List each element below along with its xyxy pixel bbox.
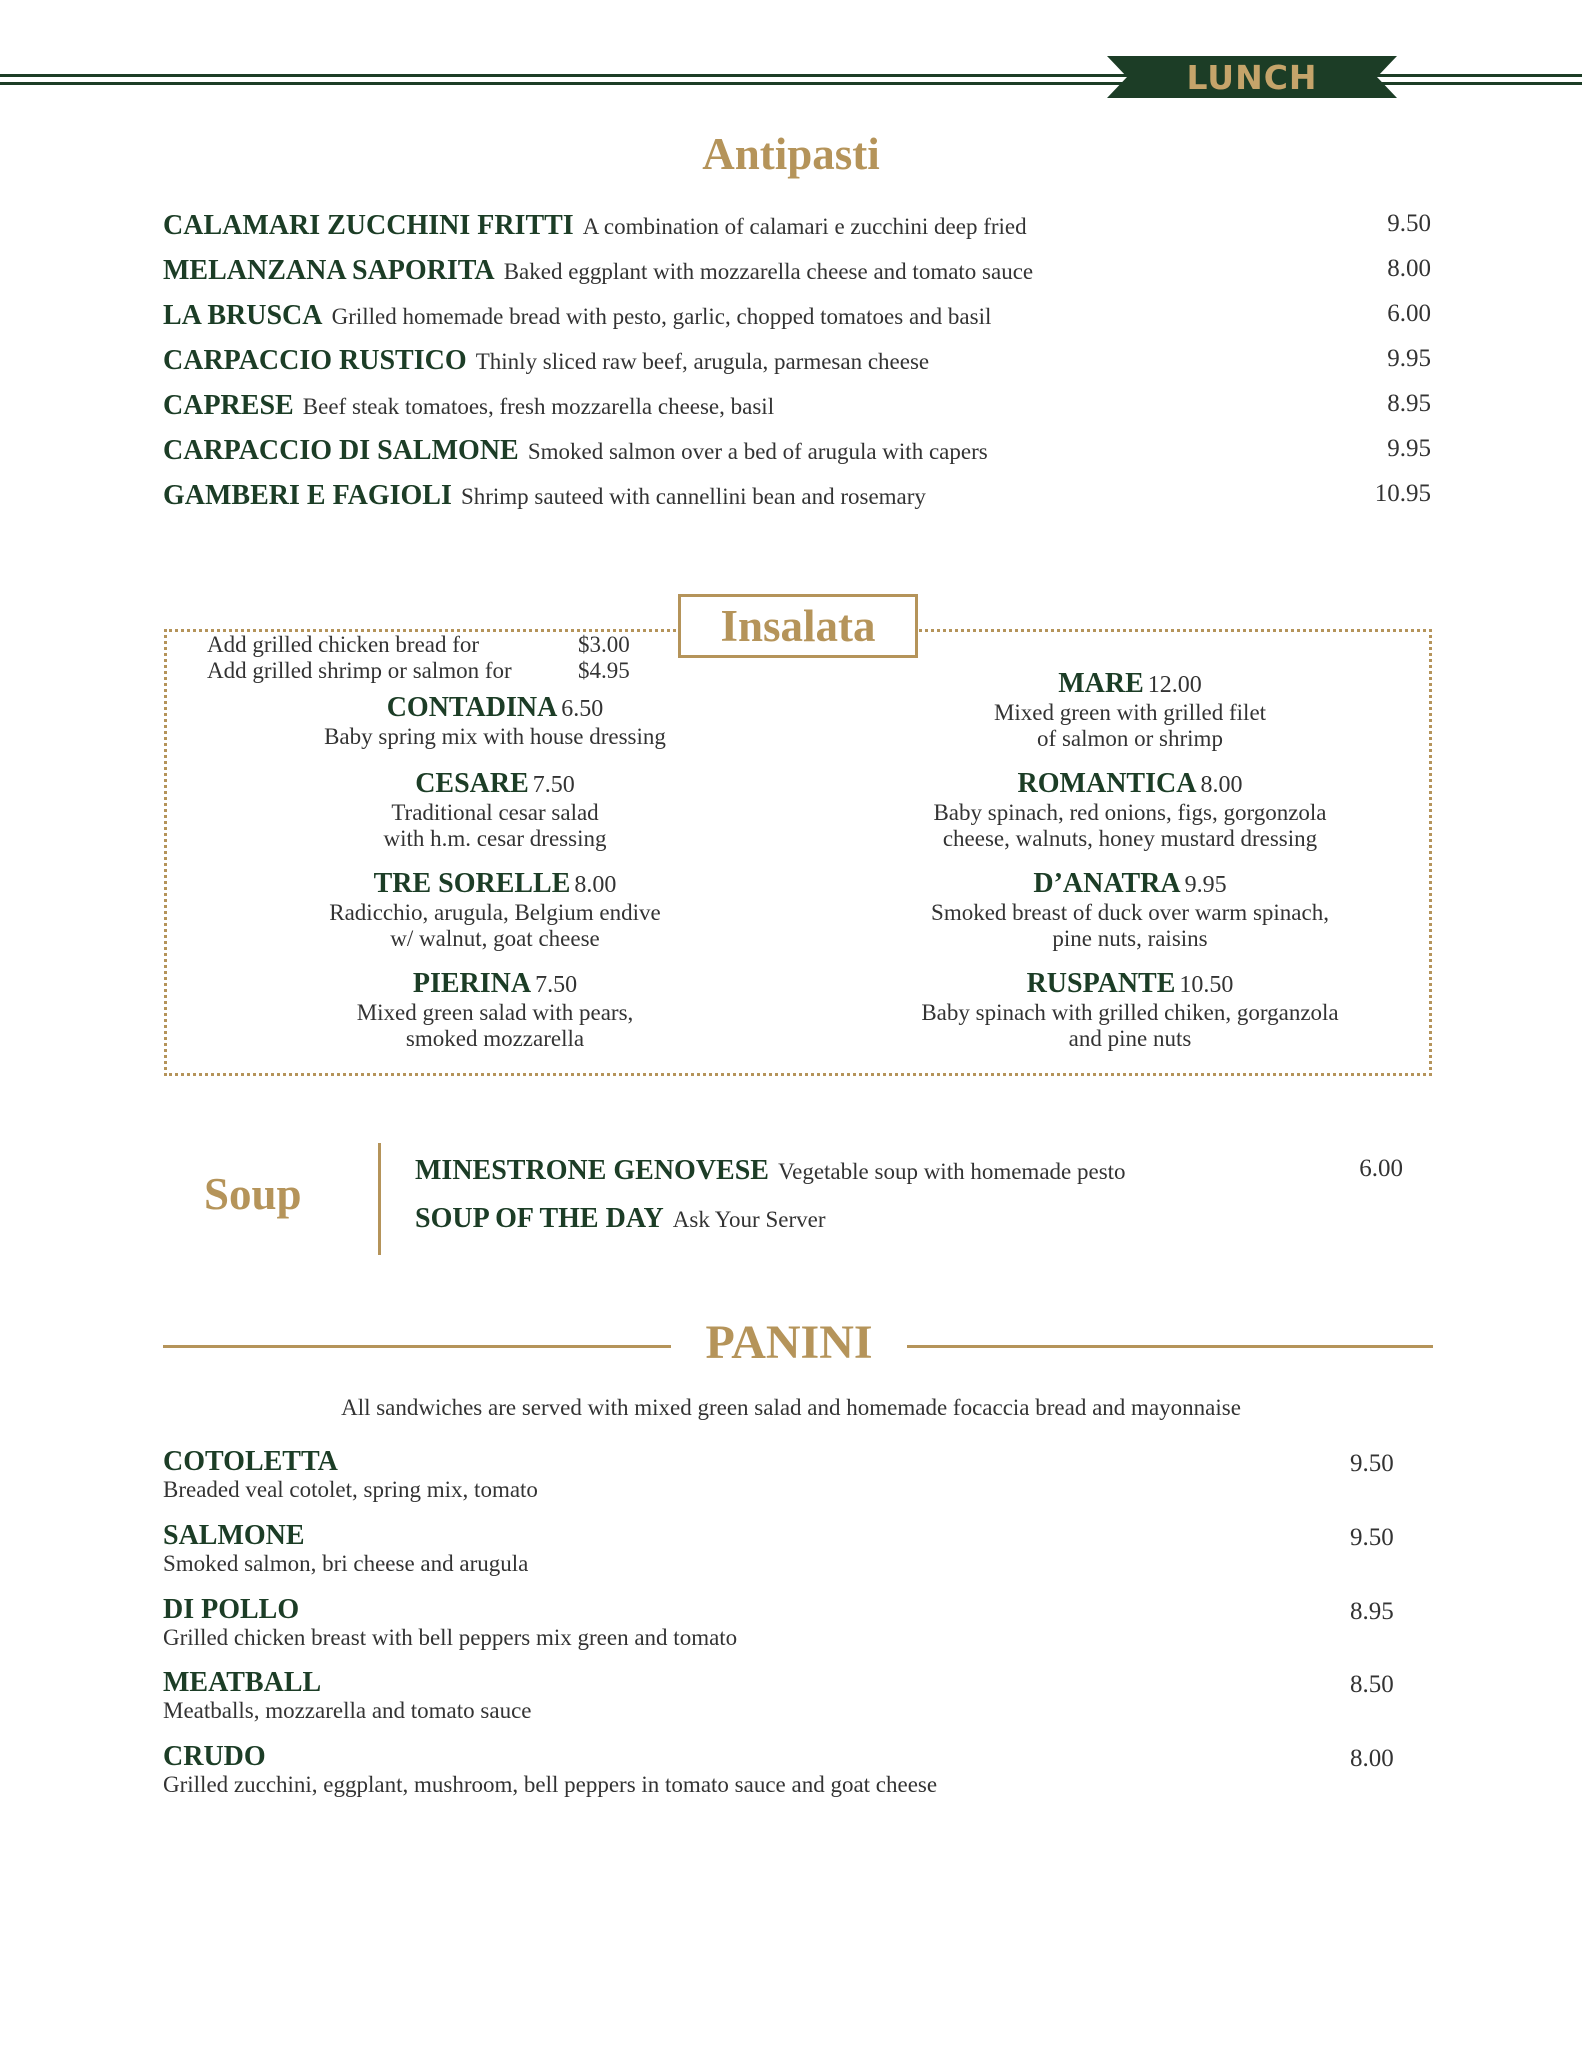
list-item bbox=[163, 345, 1431, 385]
soup-divider bbox=[378, 1143, 381, 1255]
item-price: 9.95 bbox=[1387, 435, 1431, 462]
list-item bbox=[163, 1521, 528, 1577]
salad-item bbox=[880, 768, 1380, 852]
salad-item bbox=[250, 768, 740, 852]
salad-desc: Mixed green salad with pears, bbox=[356, 1000, 634, 1025]
salad-desc: cheese, walnuts, honey mustard dressing bbox=[942, 826, 1318, 851]
salad-desc: Baby spinach, red onions, figs, gorgonzola bbox=[933, 800, 1327, 825]
item-name: GAMBERI E FAGIOLI bbox=[163, 480, 452, 511]
list-item bbox=[415, 1203, 1415, 1235]
addon-chicken-price: $3.00 bbox=[578, 632, 630, 657]
salad-price: 8.00 bbox=[1200, 772, 1243, 798]
item-price: 6.00 bbox=[1387, 300, 1431, 327]
salad-desc: smoked mozzarella bbox=[405, 1026, 585, 1051]
salad-item bbox=[250, 868, 740, 952]
list-item bbox=[163, 210, 1431, 250]
addon-seafood-price: $4.95 bbox=[578, 658, 630, 683]
item-desc: Smoked salmon, bri cheese and arugula bbox=[163, 1551, 529, 1576]
salad-name: TRE SORELLE bbox=[373, 868, 571, 899]
salad-desc: Baby spring mix with house dressing bbox=[324, 724, 666, 749]
salad-price: 7.50 bbox=[532, 772, 575, 798]
salad-desc: Mixed green with grilled filet bbox=[993, 700, 1267, 725]
addon-seafood-label: Add grilled shrimp or salmon for bbox=[207, 658, 512, 683]
item-name: SALMONE bbox=[163, 1520, 305, 1551]
salad-name: ROMANTICA bbox=[1017, 768, 1197, 799]
item-price: 8.00 bbox=[1387, 255, 1431, 282]
salad-name: CONTADINA bbox=[386, 692, 558, 723]
salad-desc: with h.m. cesar dressing bbox=[383, 826, 607, 851]
item-price: 6.00 bbox=[1359, 1155, 1403, 1182]
salad-desc: Radicchio, arugula, Belgium endive bbox=[329, 900, 661, 925]
list-item bbox=[415, 1155, 1415, 1187]
item-name: CAPRESE bbox=[163, 390, 294, 421]
panini-rule-left bbox=[163, 1345, 671, 1348]
salad-item bbox=[250, 692, 740, 750]
salad-price: 9.95 bbox=[1184, 872, 1227, 898]
salad-item bbox=[880, 668, 1380, 752]
item-desc: Ask Your Server bbox=[672, 1207, 826, 1232]
item-name: MINESTRONE GENOVESE bbox=[415, 1155, 769, 1186]
salad-desc: pine nuts, raisins bbox=[1052, 926, 1208, 951]
salad-name: D’ANATRA bbox=[1033, 868, 1181, 899]
item-price: 8.95 bbox=[1387, 390, 1431, 417]
panini-rule-right bbox=[907, 1345, 1433, 1348]
item-name: LA BRUSCA bbox=[163, 300, 323, 331]
salad-name: MARE bbox=[1058, 668, 1144, 699]
salad-desc: and pine nuts bbox=[1068, 1026, 1192, 1051]
item-price: 9.50 bbox=[1350, 1524, 1394, 1551]
item-desc: Grilled chicken breast with bell peppers mix green and tomato bbox=[163, 1625, 738, 1650]
item-price: 10.95 bbox=[1374, 480, 1431, 507]
item-name: COTOLETTA bbox=[163, 1446, 338, 1477]
salad-price: 7.50 bbox=[535, 972, 578, 998]
salad-desc: Smoked breast of duck over warm spinach, bbox=[931, 900, 1329, 925]
item-desc: Shrimp sauteed with cannellini bean and rosemary bbox=[460, 484, 926, 509]
salad-item bbox=[880, 868, 1380, 952]
item-desc: Beef steak tomatoes, fresh mozzarella cheese, basil bbox=[302, 394, 775, 419]
list-item bbox=[163, 1447, 538, 1503]
item-name: MEATBALL bbox=[163, 1667, 322, 1698]
item-desc: Grilled zucchini, eggplant, mushroom, bell peppers in tomato sauce and goat cheese bbox=[163, 1772, 938, 1797]
list-item bbox=[163, 1668, 531, 1724]
antipasti-title: Antipasti bbox=[702, 129, 880, 179]
item-name: CRUDO bbox=[163, 1741, 266, 1772]
list-item bbox=[163, 480, 1431, 520]
list-item bbox=[163, 1595, 737, 1651]
panini-title: PANINI bbox=[705, 1316, 873, 1369]
item-name: CARPACCIO DI SALMONE bbox=[163, 435, 519, 466]
item-desc: Breaded veal cotolet, spring mix, tomato bbox=[163, 1477, 538, 1502]
item-desc: Meatballs, mozzarella and tomato sauce bbox=[163, 1698, 532, 1723]
list-item bbox=[163, 1742, 937, 1798]
item-desc: Grilled homemade bread with pesto, garlic, chopped tomatoes and basil bbox=[331, 304, 992, 329]
insalata-title-frame bbox=[678, 594, 918, 658]
salad-item bbox=[880, 968, 1380, 1052]
item-price: 8.00 bbox=[1350, 1745, 1394, 1772]
list-item bbox=[163, 435, 1431, 475]
salad-desc: of salmon or shrimp bbox=[1037, 726, 1223, 751]
salad-name: RUSPANTE bbox=[1026, 968, 1176, 999]
list-item bbox=[163, 390, 1431, 430]
item-desc: Thinly sliced raw beef, arugula, parmesan cheese bbox=[475, 349, 930, 374]
item-name: CALAMARI ZUCCHINI FRITTI bbox=[163, 210, 574, 241]
item-price: 8.50 bbox=[1350, 1671, 1394, 1698]
item-price: 8.95 bbox=[1350, 1598, 1394, 1625]
salad-desc: Traditional cesar salad bbox=[391, 800, 599, 825]
item-desc: Baked eggplant with mozzarella cheese and tomato sauce bbox=[503, 259, 1034, 284]
panini-note: All sandwiches are served with mixed green salad and homemade focaccia bread and mayonnaise bbox=[341, 1395, 1241, 1420]
item-name: MELANZANA SAPORITA bbox=[163, 255, 495, 286]
item-price: 9.95 bbox=[1387, 345, 1431, 372]
lunch-banner bbox=[1107, 56, 1397, 98]
salad-desc: w/ walnut, goat cheese bbox=[390, 926, 600, 951]
item-desc: Smoked salmon over a bed of arugula with capers bbox=[527, 439, 988, 464]
lunch-label: LUNCH bbox=[1186, 58, 1318, 97]
salad-price: 8.00 bbox=[574, 872, 617, 898]
salad-item bbox=[250, 968, 740, 1052]
salad-desc: Baby spinach with grilled chiken, gorganzola bbox=[921, 1000, 1339, 1025]
item-name: CARPACCIO RUSTICO bbox=[163, 345, 467, 376]
salad-price: 12.00 bbox=[1147, 672, 1202, 698]
insalata-title: Insalata bbox=[720, 601, 876, 651]
salad-name: PIERINA bbox=[412, 968, 532, 999]
salad-price: 6.50 bbox=[561, 696, 604, 722]
item-price: 9.50 bbox=[1387, 210, 1431, 237]
addon-chicken-label: Add grilled chicken bread for bbox=[207, 632, 480, 657]
item-price: 9.50 bbox=[1350, 1450, 1394, 1477]
list-item bbox=[163, 255, 1431, 295]
salad-name: CESARE bbox=[415, 768, 529, 799]
item-desc: A combination of calamari e zucchini deep fried bbox=[582, 214, 1027, 239]
item-name: DI POLLO bbox=[163, 1594, 300, 1625]
item-desc: Vegetable soup with homemade pesto bbox=[778, 1159, 1126, 1184]
item-name: SOUP OF THE DAY bbox=[415, 1203, 664, 1234]
soup-title: Soup bbox=[204, 1169, 302, 1219]
list-item bbox=[163, 300, 1431, 340]
salad-price: 10.50 bbox=[1179, 972, 1234, 998]
